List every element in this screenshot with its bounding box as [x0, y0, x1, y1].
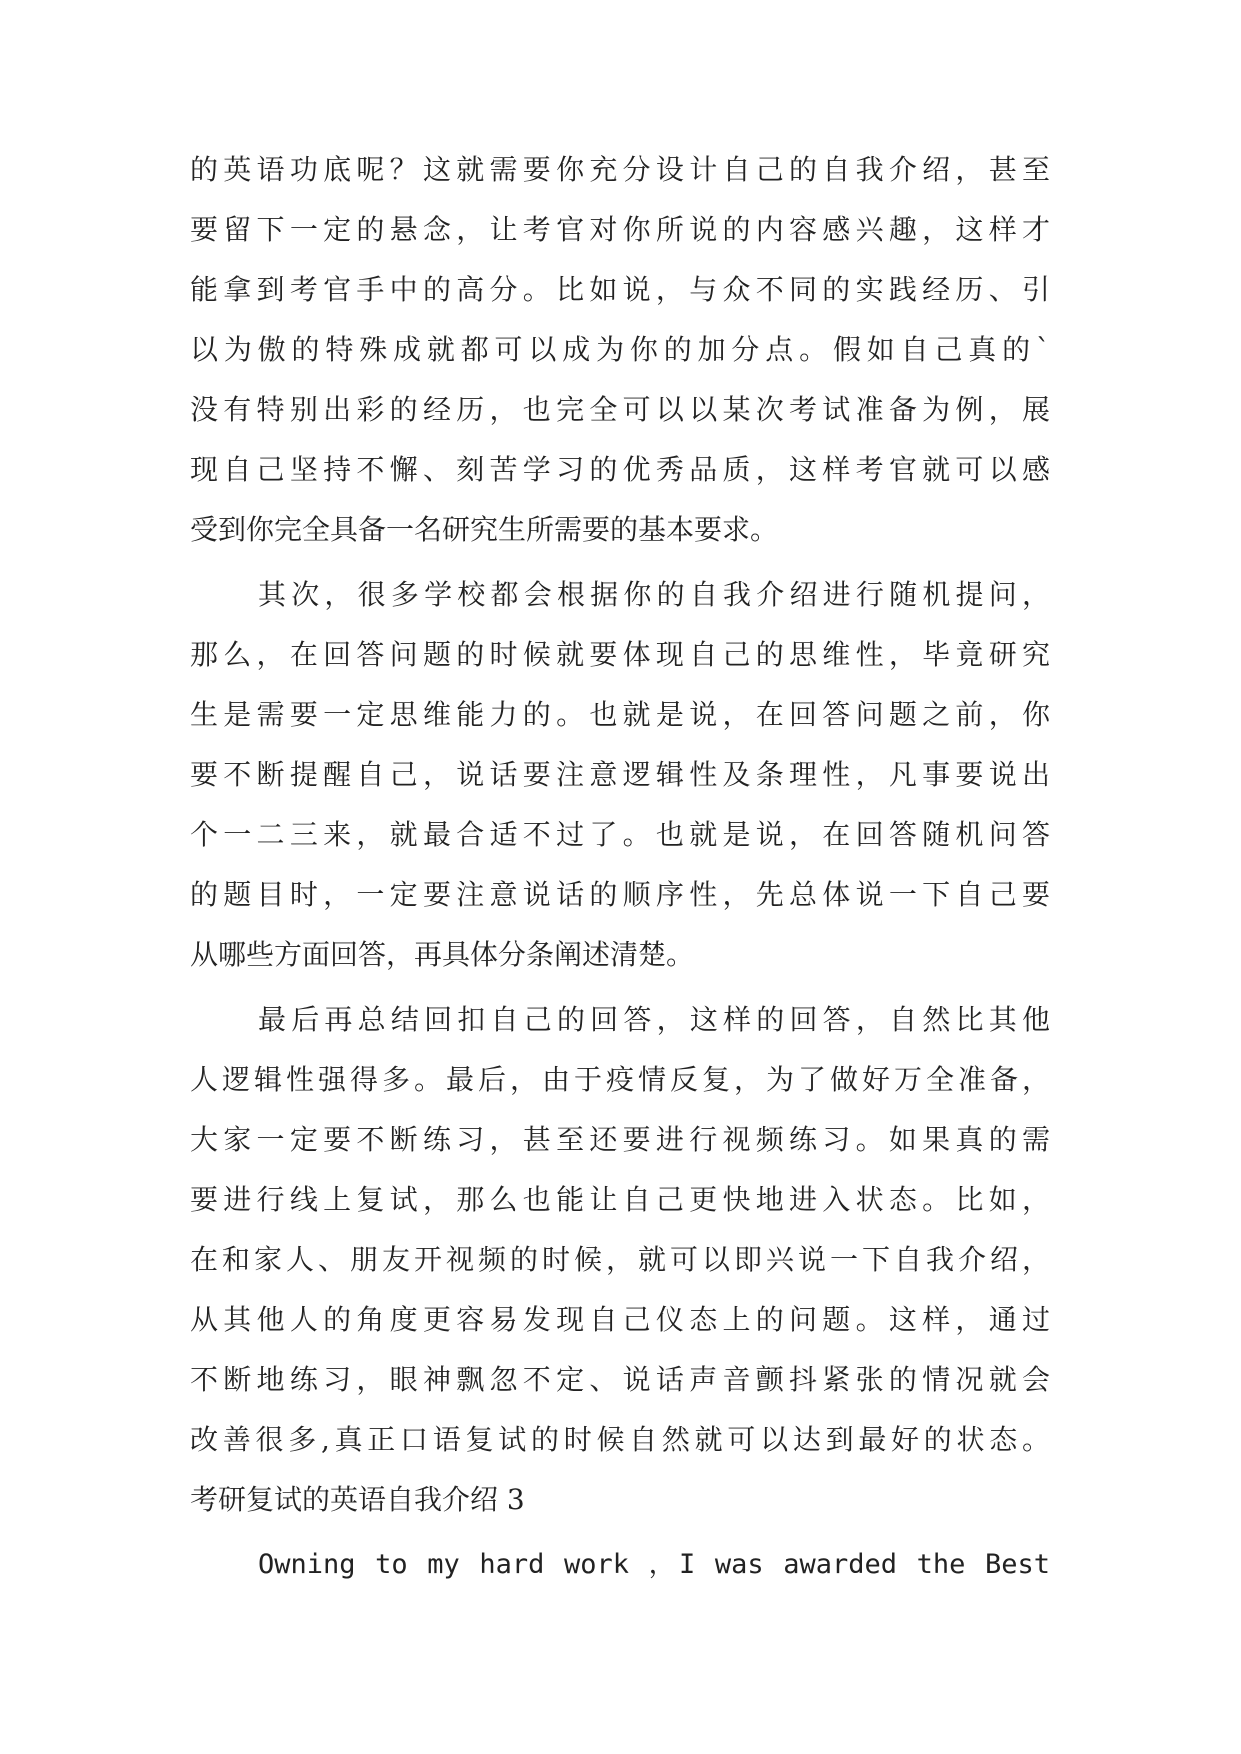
paragraph-first-line: 最后再总结回扣自己的回答，这样的回答，自然比其他 [258, 1003, 1050, 1036]
body-line: 的题目时，一定要注意说话的顺序性，先总体说一下自己要 [190, 878, 1050, 911]
body-line: 从哪些方面回答，再具体分条阐述清楚。 [190, 938, 695, 971]
body-line: 那么，在回答问题的时候就要体现自己的思维性，毕竟研究 [190, 638, 1050, 671]
body-line: 受到你完全具备一名研究生所需要的基本要求。 [190, 513, 779, 546]
section-heading: 考研复试的英语自我介绍 3 [190, 1483, 525, 1516]
body-line: 从其他人的角度更容易发现自己仪态上的问题。这样，通过 [190, 1303, 1050, 1336]
body-line: 的英语功底呢？这就需要你充分设计自己的自我介绍，甚至 [190, 153, 1050, 186]
body-line: 以为傲的特殊成就都可以成为你的加分点。假如自己真的` [190, 333, 1050, 366]
paragraph-first-line: Owning to my hard work ，I was awarded the Best [258, 1549, 1050, 1580]
body-line: 大家一定要不断练习，甚至还要进行视频练习。如果真的需 [190, 1123, 1050, 1156]
body-line: 个一二三来，就最合适不过了。也就是说，在回答随机问答 [190, 818, 1050, 851]
body-line: 要进行线上复试，那么也能让自己更快地进入状态。比如， [190, 1183, 1050, 1216]
body-line: 现自己坚持不懈、刻苦学习的优秀品质，这样考官就可以感 [190, 453, 1050, 486]
body-line: 没有特别出彩的经历，也完全可以以某次考试准备为例，展 [190, 393, 1050, 426]
body-line: 要留下一定的悬念，让考官对你所说的内容感兴趣，这样才 [190, 213, 1050, 246]
body-line: 生是需要一定思维能力的。也就是说，在回答问题之前，你 [190, 698, 1050, 731]
body-line: 要不断提醒自己，说话要注意逻辑性及条理性，凡事要说出 [190, 758, 1050, 791]
body-line: 人逻辑性强得多。最后，由于疫情反复，为了做好万全准备， [190, 1063, 1050, 1096]
body-line: 能拿到考官手中的高分。比如说，与众不同的实践经历、引 [190, 273, 1050, 306]
body-line: 不断地练习，眼神飘忽不定、说话声音颤抖紧张的情况就会 [190, 1363, 1050, 1396]
body-line: 改善很多,真正口语复试的时候自然就可以达到最好的状态。 [190, 1423, 1050, 1456]
paragraph-first-line: 其次，很多学校都会根据你的自我介绍进行随机提问， [258, 578, 1050, 611]
body-line: 在和家人、朋友开视频的时候，就可以即兴说一下自我介绍， [190, 1243, 1050, 1276]
